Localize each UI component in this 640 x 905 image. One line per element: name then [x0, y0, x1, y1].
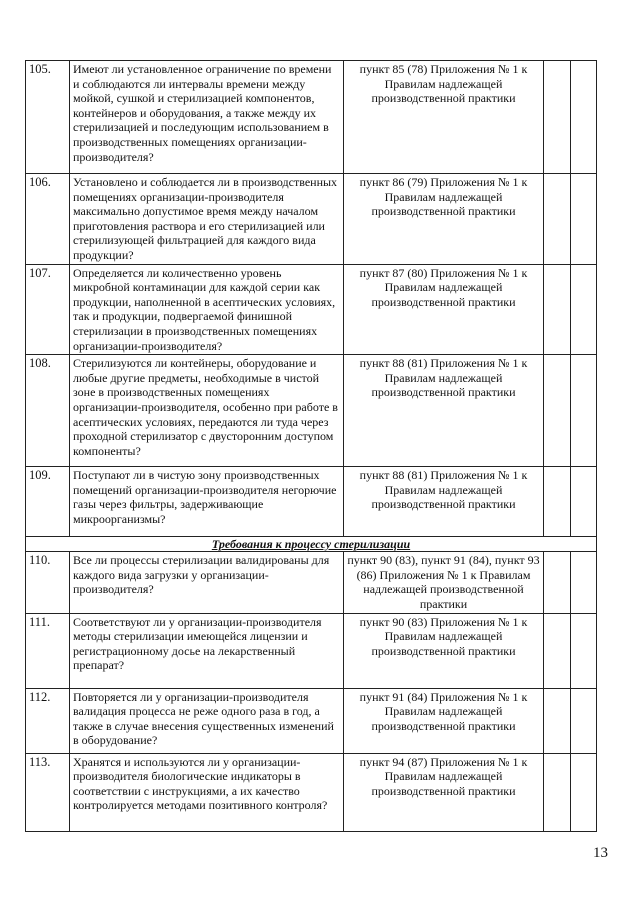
table-row — [26, 552, 597, 613]
answer-cell-yes — [544, 753, 571, 831]
answer-cell-no — [571, 613, 597, 688]
question-text: Соответствуют ли у организации-производителя методы стерилизации имеющейся лицензии и регистрационному досье на лекарственный препарат? — [70, 613, 344, 688]
answer-cell-no — [571, 174, 597, 265]
table-row — [26, 688, 597, 753]
question-text: Имеют ли установленное ограничение по времени и соблюдаются ли интервалы времени между мойкой, сушкой и стерилизацией компонентов, контейнеров и оборудования, а также между их стерилизацией и последующим использованием в производственных помещениях организации-производителя? — [70, 61, 344, 174]
row-number: 110. — [26, 552, 70, 613]
row-number: 111. — [26, 613, 70, 688]
answer-cell-no — [571, 61, 597, 174]
answer-cell-yes — [544, 552, 571, 613]
reference-text: пункт 87 (80) Приложения № 1 к Правилам надлежащей производственной практики — [344, 264, 544, 355]
answer-cell-no — [571, 355, 597, 467]
section-header-row — [26, 537, 597, 552]
answer-cell-yes — [544, 688, 571, 753]
question-text: Стерилизуются ли контейнеры, оборудование и любые другие предметы, необходимые в чистой зоне в производственных помещениях организации-производителя, особенно при работе в асептических условиях, передаются ли туда через проходной стерилизатор с двусторонним доступом компоненты? — [70, 355, 344, 467]
row-number: 113. — [26, 753, 70, 831]
row-number: 107. — [26, 264, 70, 355]
answer-cell-yes — [544, 467, 571, 537]
question-text: Поступают ли в чистую зону производственных помещений организации-производителя негорючие газы через фильтры, задерживающие микроорганизмы? — [70, 467, 344, 537]
reference-text: пункт 88 (81) Приложения № 1 к Правилам надлежащей производственной практики — [344, 467, 544, 537]
answer-cell-yes — [544, 613, 571, 688]
section-title: Требования к процессу стерилизации — [26, 537, 597, 552]
answer-cell-yes — [544, 174, 571, 265]
row-number: 109. — [26, 467, 70, 537]
answer-cell-no — [571, 552, 597, 613]
table-row — [26, 264, 597, 355]
table-row — [26, 753, 597, 831]
question-text: Установлено и соблюдается ли в производственных помещениях организации-производителя максимально допустимое время между началом приготовления раствора и его стерилизацией или стерилизующей фильтрацией для каждого вида продукции? — [70, 174, 344, 265]
row-number: 112. — [26, 688, 70, 753]
answer-cell-yes — [544, 355, 571, 467]
row-number: 108. — [26, 355, 70, 467]
row-number: 106. — [26, 174, 70, 265]
table-row — [26, 61, 597, 174]
page-number: 13 — [593, 845, 608, 861]
answer-cell-no — [571, 688, 597, 753]
answer-cell-yes — [544, 264, 571, 355]
reference-text: пункт 90 (83) Приложения № 1 к Правилам надлежащей производственной практики — [344, 613, 544, 688]
reference-text: пункт 85 (78) Приложения № 1 к Правилам надлежащей производственной практики — [344, 61, 544, 174]
table-row — [26, 613, 597, 688]
answer-cell-no — [571, 264, 597, 355]
answer-cell-no — [571, 753, 597, 831]
table-row — [26, 174, 597, 265]
answer-cell-yes — [544, 61, 571, 174]
reference-text: пункт 88 (81) Приложения № 1 к Правилам надлежащей производственной практики — [344, 355, 544, 467]
answer-cell-no — [571, 467, 597, 537]
question-text: Повторяется ли у организации-производителя валидация процесса не реже одного раза в год, а также в случае внесения существенных изменений в оборудование? — [70, 688, 344, 753]
reference-text: пункт 94 (87) Приложения № 1 к Правилам надлежащей производственной практики — [344, 753, 544, 831]
question-text: Определяется ли количественно уровень микробной контаминации для каждой серии как продукции, наполненной в асептических условиях, так и продукции, подвергаемой финишной стерилизации в производственных помещениях организации-производителя? — [70, 264, 344, 355]
question-text: Хранятся и используются ли у организации-производителя биологические индикаторы в соответствии с инструкциями, а их качество контролируется методами позитивного контроля? — [70, 753, 344, 831]
reference-text: пункт 90 (83), пункт 91 (84), пункт 93 (86) Приложения № 1 к Правилам надлежащей производственной практики — [344, 552, 544, 613]
row-number: 105. — [26, 61, 70, 174]
table-row — [26, 467, 597, 537]
reference-text: пункт 86 (79) Приложения № 1 к Правилам надлежащей производственной практики — [344, 174, 544, 265]
question-text: Все ли процессы стерилизации валидированы для каждого вида загрузки у организации-производителя? — [70, 552, 344, 613]
reference-text: пункт 91 (84) Приложения № 1 к Правилам надлежащей производственной практики — [344, 688, 544, 753]
checklist-table — [25, 60, 597, 832]
table-row — [26, 355, 597, 467]
